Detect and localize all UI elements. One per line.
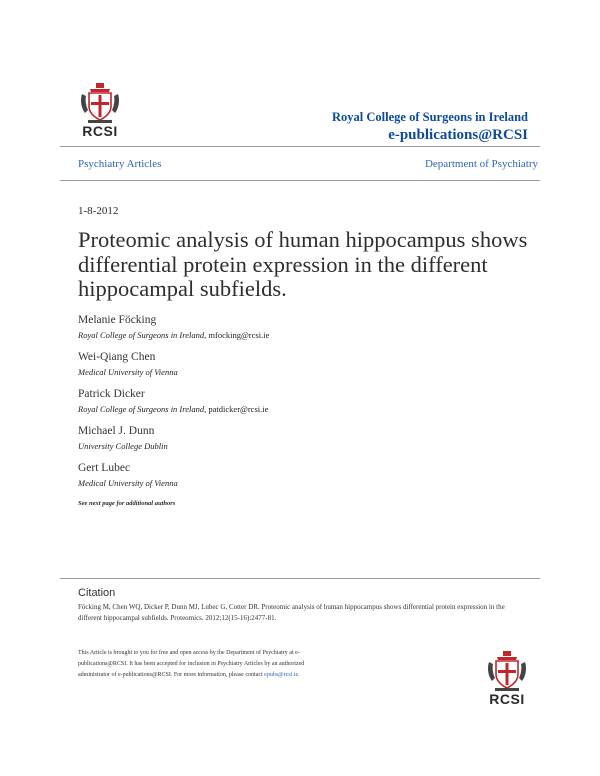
crest-icon — [485, 650, 529, 692]
author-institution: University College Dublin — [78, 441, 168, 451]
rcsi-logo-top — [78, 82, 122, 142]
article-title: Proteomic analysis of human hippocampus shows differential protein expression in the different hippocampal subfields. — [78, 227, 528, 301]
author-name: Melanie Föcking — [78, 314, 157, 326]
author-name: Patrick Dicker — [78, 388, 145, 400]
access-notice — [78, 648, 318, 681]
author-name: Gert Lubec — [78, 462, 131, 474]
author-affiliation — [78, 403, 518, 415]
rcsi-logo-text: RCSI — [489, 691, 525, 707]
series-link[interactable]: Psychiatry Articles — [78, 158, 162, 170]
citation-divider — [60, 578, 540, 579]
crest-icon — [78, 82, 122, 124]
author-institution: Royal College of Surgeons in Ireland — [78, 404, 205, 414]
citation-text: Föcking M, Chen WQ, Dicker P, Dunn MJ, Lubec G, Cotter DR. Proteomic analysis of human hippocampus shows differential protein expression in the different hippocampal subfields. Proteomics. 2012;12(15-16):2477-81. — [78, 603, 505, 622]
author-institution: Medical University of Vienna — [78, 367, 178, 377]
access-notice-text: This Article is brought to you for free and open access by the Department of Psychiatry at e-publications@RCSI. It has been accepted for inclusion in Psychiatry Articles by an authorized administrator of e-publications@RCSI. For more information, please contact — [78, 650, 305, 678]
rcsi-logo-bottom — [485, 650, 529, 710]
author-block — [78, 461, 518, 489]
author-name: Wei-Qiang Chen — [78, 351, 156, 363]
nav-divider — [60, 180, 540, 181]
author-institution: Medical University of Vienna — [78, 478, 178, 488]
rcsi-logo-text: RCSI — [82, 123, 118, 139]
citation-heading: Citation — [78, 587, 116, 599]
author-affiliation — [78, 440, 518, 452]
author-affiliation — [78, 329, 518, 341]
author-affiliation — [78, 366, 518, 378]
repository-name[interactable]: e-publications@RCSI — [388, 127, 528, 143]
author-block — [78, 424, 518, 452]
author-affiliation — [78, 477, 518, 489]
publisher-name[interactable]: Royal College of Surgeons in Ireland — [332, 110, 528, 124]
contact-email-link[interactable]: epubs@rcsi.ie — [264, 672, 299, 678]
author-block — [78, 350, 518, 378]
publication-date: 1-8-2012 — [78, 205, 119, 217]
author-block — [78, 313, 518, 341]
author-email[interactable]: , mfocking@rcsi.ie — [204, 330, 270, 340]
top-divider — [60, 146, 540, 147]
author-institution: Royal College of Surgeons in Ireland — [78, 330, 205, 340]
publisher-heading — [332, 110, 528, 144]
access-notice-end: . — [298, 672, 300, 678]
department-link[interactable]: Department of Psychiatry — [424, 158, 538, 170]
author-name: Michael J. Dunn — [78, 425, 155, 437]
author-email[interactable]: , patdicker@rcsi.ie — [204, 404, 269, 414]
more-authors-note: See next page for additional authors — [78, 500, 176, 507]
author-block — [78, 387, 518, 415]
